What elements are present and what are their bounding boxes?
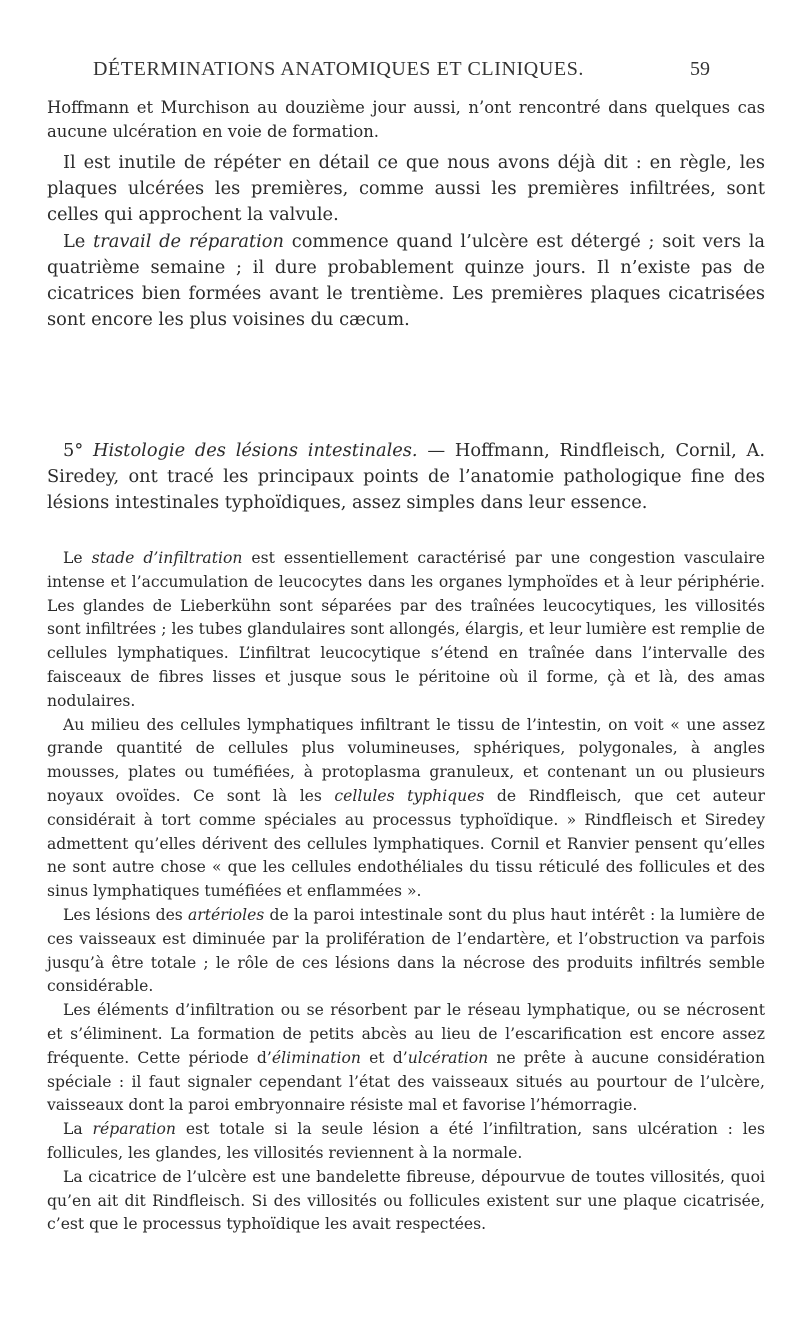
paragraph-stade-infiltration bbox=[47, 547, 765, 714]
term-reparation: réparation bbox=[92, 1120, 176, 1139]
p6-body: de Rindfleisch, que cet auteur considérait à tort comme spéciales au processus typhoïdique. » Rindfleisch et Siredey admettent qu’elles dérivent des cellules lymphatiques. Cornil et Ranvier pensent qu’elles ne sont autre chose « que les cellules endothéliales du tissu réticulé des follicules et des sinus lymphatiques tuméfiées et enflammées ». bbox=[47, 786, 765, 901]
paragraph-reparation-totale bbox=[47, 1118, 765, 1166]
term-ulceration: ulcération bbox=[407, 1048, 489, 1067]
paragraph-continuation: Hoffmann et Murchison au douzième jour aussi, n’ont rencontré dans quelques cas aucune ulcération en voie de formation. bbox=[47, 98, 765, 141]
term-arterioles: artérioles bbox=[188, 905, 265, 924]
paragraph-elimination bbox=[47, 999, 765, 1118]
running-title: DÉTERMINATIONS ANATOMIQUES ET CLINIQUES. bbox=[93, 58, 585, 80]
paragraph-cellules-typhiques bbox=[47, 714, 765, 904]
small-type-block bbox=[47, 547, 765, 1237]
p8-body: ne prête à aucune considération spéciale : il faut signaler cependant l’état des vaisseaux situés au pourtour de l’ulcère, vaisseaux dont la paroi embryonnaire résiste mal et favorise l’hémorragie. bbox=[47, 1048, 765, 1115]
p5-body: est essentiellement caractérisé par une congestion vasculaire intense et l’accumulation de leucocytes dans les organes lymphoïdes et à leur périphérie. Les glandes de Lieberkühn sont séparées par des traînées leucocytiques, les villosités sont infiltrées ; les tubes glandulaires sont allongés, élargis, et leur lumière est remplie de cellules lymphatiques. L’infiltrat leucocytique s’étend en traînée dans l’intervalle des faisceaux de fibres lisses et jusque sous le péritoine où il forme, çà et là, des amas nodulaires. bbox=[47, 549, 765, 710]
section-histologie bbox=[47, 438, 765, 517]
term-stade-infiltration: stade d’infiltration bbox=[91, 549, 243, 567]
p3-lead: Le bbox=[63, 230, 94, 252]
term-elimination: élimination bbox=[271, 1048, 361, 1067]
paragraph-reparation bbox=[47, 229, 765, 334]
p5-lead: Le bbox=[63, 549, 92, 567]
intro-block bbox=[47, 96, 765, 144]
p7-body: de la paroi intestinale sont du plus haut intérêt : la lumière de ces vaisseaux est diminuée par la prolifération de l’endartère, et l’obstruction va parfois jusqu’à être totale ; le rôle de ces lésions dans la nécrose des produits infiltrés semble considérable. bbox=[47, 905, 765, 996]
p6-lead: Au milieu des cellules lymphatiques infiltrant le tissu de l’intestin, on voit « une assez grande quantité de cellules plus volumineuses, sphériques, polygonales, à angles mousses, plates ou tuméfiées, à protoplasma granuleux, et contenant un ou plusieurs noyaux ovoïdes. Ce sont là les bbox=[47, 715, 765, 805]
section-number: 5° bbox=[63, 440, 84, 461]
term-travail-de-reparation: travail de réparation bbox=[93, 230, 284, 252]
p7-lead: Les lésions des bbox=[63, 905, 188, 924]
p3-body: commence quand l’ulcère est détergé ; soit vers la quatrième semaine ; il dure probablement quinze jours. Il n’existe pas de cicatrices bien formées avant le trentième. Les premières plaques cicatrisées sont encore les plus voisines du cæcum. bbox=[47, 230, 766, 331]
page-number: 59 bbox=[690, 58, 710, 80]
term-cellules-typhiques: cellules typhiques bbox=[334, 786, 485, 805]
p8-lead: Les éléments d’infiltration ou se résorbent par le réseau lymphatique, ou se nécrosent et s’éliminent. La formation de petits abcès au lieu de l’escarification est encore assez fréquente. Cette période d’ bbox=[47, 1001, 765, 1067]
paragraph-arterioles bbox=[47, 904, 765, 999]
p9-lead: La bbox=[63, 1120, 93, 1139]
section-title: Histologie des lésions intestinales. bbox=[92, 440, 418, 461]
paragraph-cicatrice: La cicatrice de l’ulcère est une bandelette fibreuse, dépourvue de toutes villosités, quoi qu’en ait dit Rindfleisch. Si des villosités ou follicules existent sur une plaque cicatrisée, c’est que le processus typhoïdique les avait respectées. bbox=[47, 1167, 765, 1234]
page-header bbox=[93, 58, 710, 88]
large-type-block bbox=[47, 150, 765, 333]
p8-mid: et d’ bbox=[360, 1048, 408, 1067]
paragraph-valvule: Il est inutile de répéter en détail ce que nous avons déjà dit : en règle, les plaques ulcérées les premières, comme aussi les premières infiltrées, sont celles qui approchent la valvule. bbox=[47, 152, 765, 226]
section-intro: — Hoffmann, Rindfleisch, Cornil, A. Siredey, ont tracé les principaux points de l’anatomie pathologique fine des lésions intestinales typhoïdiques, assez simples dans leur essence. bbox=[47, 440, 765, 514]
section-heading-paragraph bbox=[47, 438, 765, 517]
p9-body: est totale si la seule lésion a été l’infiltration, sans ulcération : les follicules, les glandes, les villosités reviennent à la normale. bbox=[47, 1120, 766, 1162]
